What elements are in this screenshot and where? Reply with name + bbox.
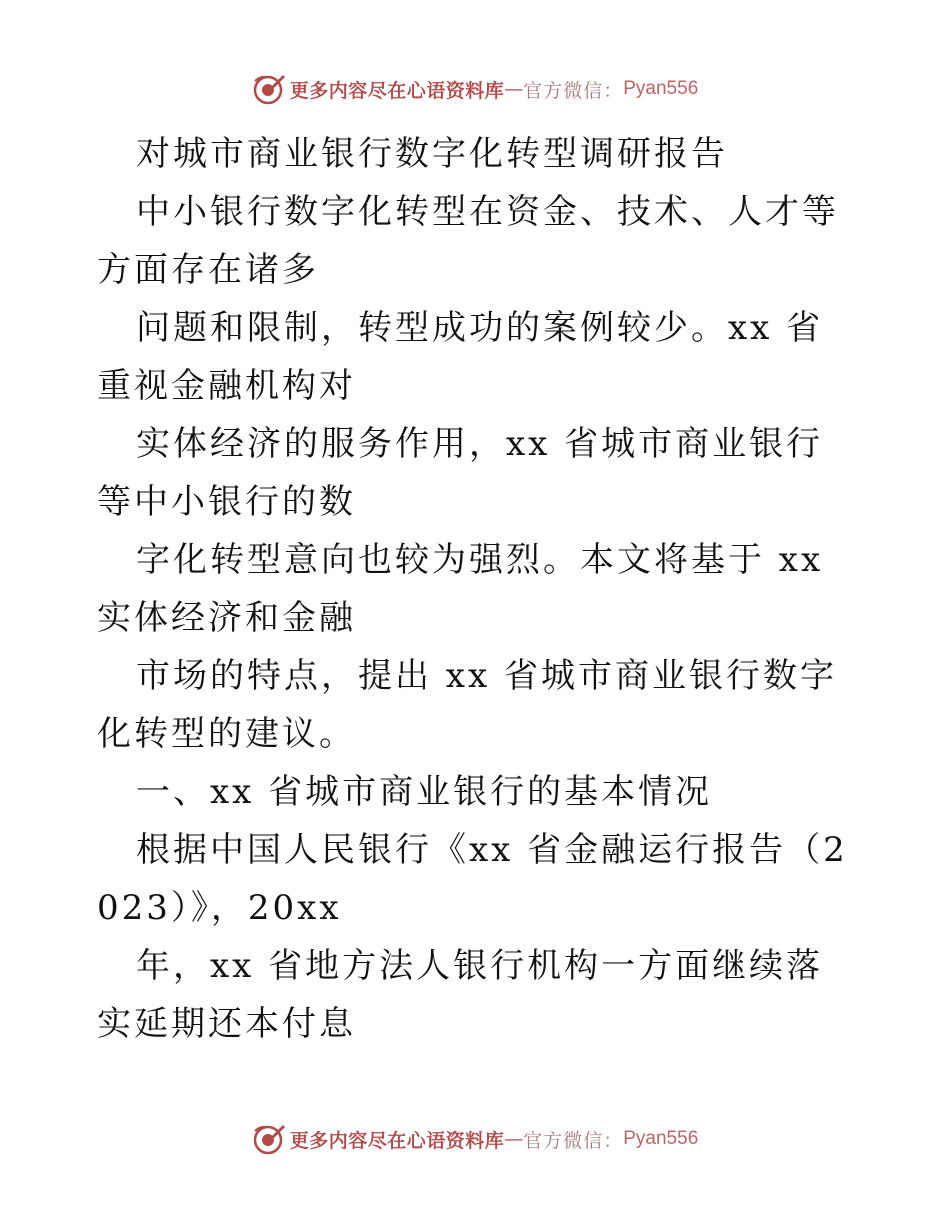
watermark-main-text: 更多内容尽在心语资料库 [289, 79, 505, 102]
watermark-main-text: 更多内容尽在心语资料库 [289, 1129, 505, 1152]
document-title: 对城市商业银行数字化转型调研报告 [136, 134, 728, 174]
paragraph: 字化转型意向也较为强烈。本文将基于 xx 实体经济和金融 [97, 540, 824, 638]
watermark-label: 官方微信： [523, 79, 624, 102]
header-watermark [0, 72, 950, 106]
paragraph: 实体经济的服务作用，xx 省城市商业银行等中小银行的数 [97, 424, 824, 522]
section-heading: 一、xx 省城市商业银行的基本情况 [136, 772, 713, 812]
paragraph: 市场的特点，提出 xx 省城市商业银行数字化转型的建议。 [97, 656, 837, 754]
watermark-dash: — [504, 78, 524, 100]
pen-logo-icon [252, 72, 286, 106]
paragraph: 年，xx 省地方法人银行机构一方面继续落实延期还本付息 [97, 946, 824, 1044]
watermark-dash: — [504, 1128, 524, 1150]
watermark-wechat-id: Pyan556 [623, 1128, 699, 1149]
paragraph: 问题和限制，转型成功的案例较少。xx 省重视金融机构对 [97, 308, 824, 406]
pen-logo-icon [252, 1122, 286, 1156]
watermark-wechat-id: Pyan556 [623, 78, 699, 99]
watermark-label: 官方微信： [523, 1129, 624, 1152]
paragraph: 中小银行数字化转型在资金、技术、人才等方面存在诸多 [97, 192, 839, 290]
document-body [97, 125, 857, 1053]
paragraph: 根据中国人民银行《xx 省金融运行报告（2023）》，20xx [97, 830, 848, 928]
footer-watermark [0, 1122, 950, 1156]
